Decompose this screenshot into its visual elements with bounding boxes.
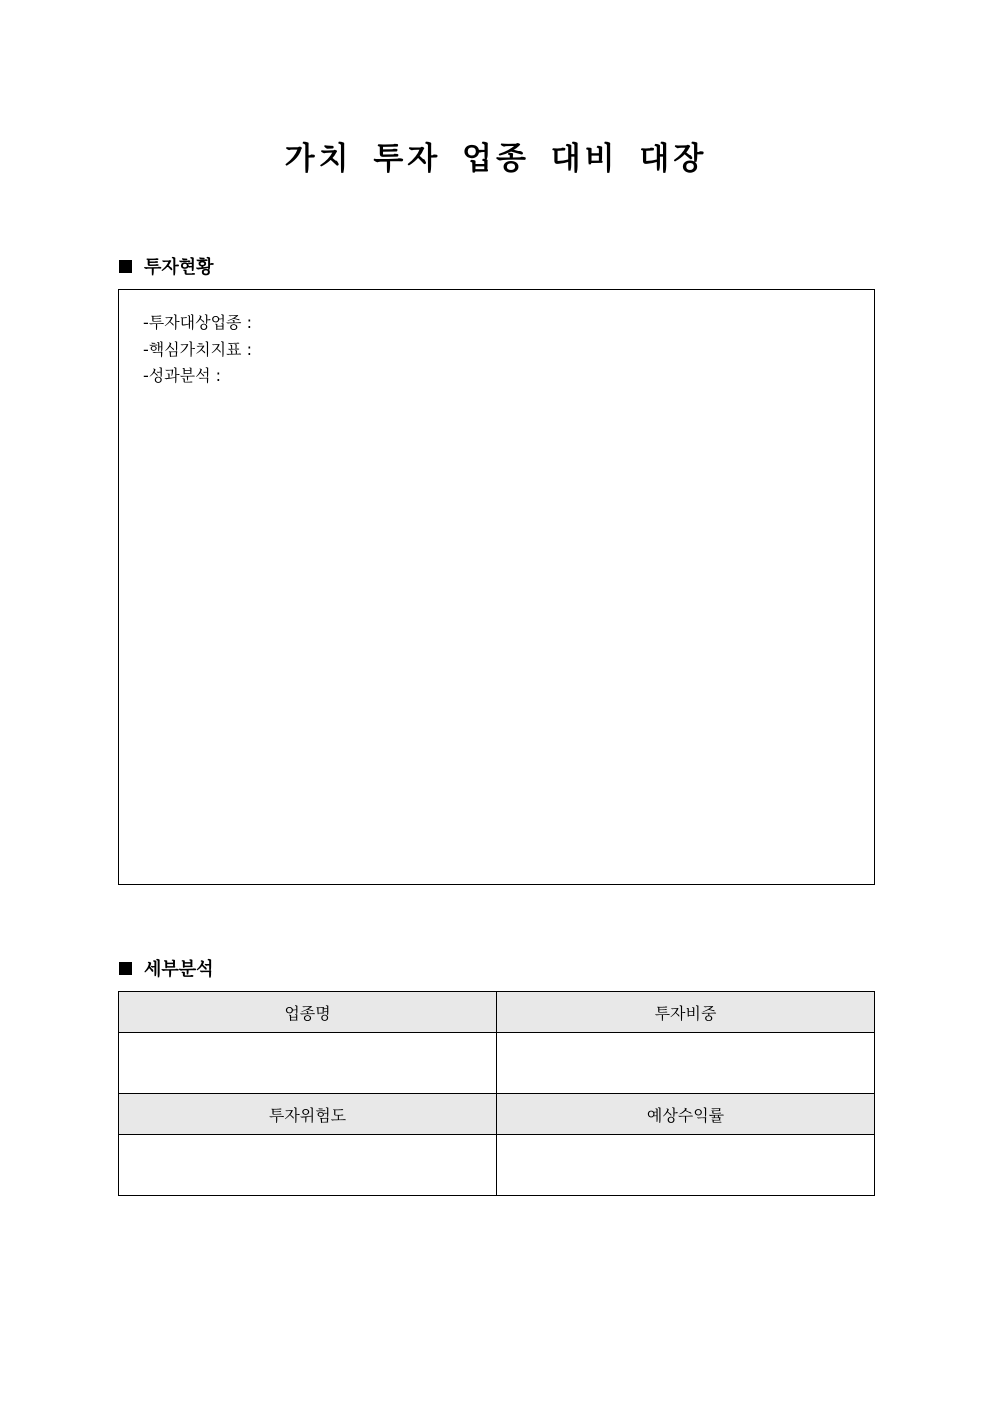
page-title: 가치 투자 업종 대비 대장 xyxy=(284,141,708,177)
status-line-target-industry: -투자대상업종 : xyxy=(143,313,252,332)
value-cell-industry-name[interactable] xyxy=(119,1033,497,1094)
section-heading-detailed-analysis xyxy=(119,955,214,981)
status-line-performance-analysis: -성과분석 : xyxy=(143,366,222,385)
black-square-icon xyxy=(119,962,132,975)
table-value-row xyxy=(119,1135,875,1196)
header-cell-expected-return: 예상수익률 xyxy=(497,1094,875,1135)
value-cell-expected-return[interactable] xyxy=(497,1135,875,1196)
section-heading-investment-status xyxy=(119,253,214,279)
table-header-row xyxy=(119,992,875,1033)
black-square-icon xyxy=(119,260,132,273)
value-cell-investment-risk[interactable] xyxy=(119,1135,497,1196)
detailed-analysis-table xyxy=(118,991,875,1196)
header-cell-investment-risk: 투자위험도 xyxy=(119,1094,497,1135)
section-heading-label: 투자현황 xyxy=(144,257,214,278)
status-lines xyxy=(143,310,252,390)
table-value-row xyxy=(119,1033,875,1094)
table-header-row xyxy=(119,1094,875,1135)
value-cell-investment-weight[interactable] xyxy=(497,1033,875,1094)
section-heading-label: 세부분석 xyxy=(144,959,214,980)
status-line-key-value-indicator: -핵심가치지표 : xyxy=(143,339,252,359)
header-cell-investment-weight: 투자비중 xyxy=(497,992,875,1033)
header-cell-industry-name: 업종명 xyxy=(119,992,497,1033)
investment-status-box xyxy=(118,289,875,885)
